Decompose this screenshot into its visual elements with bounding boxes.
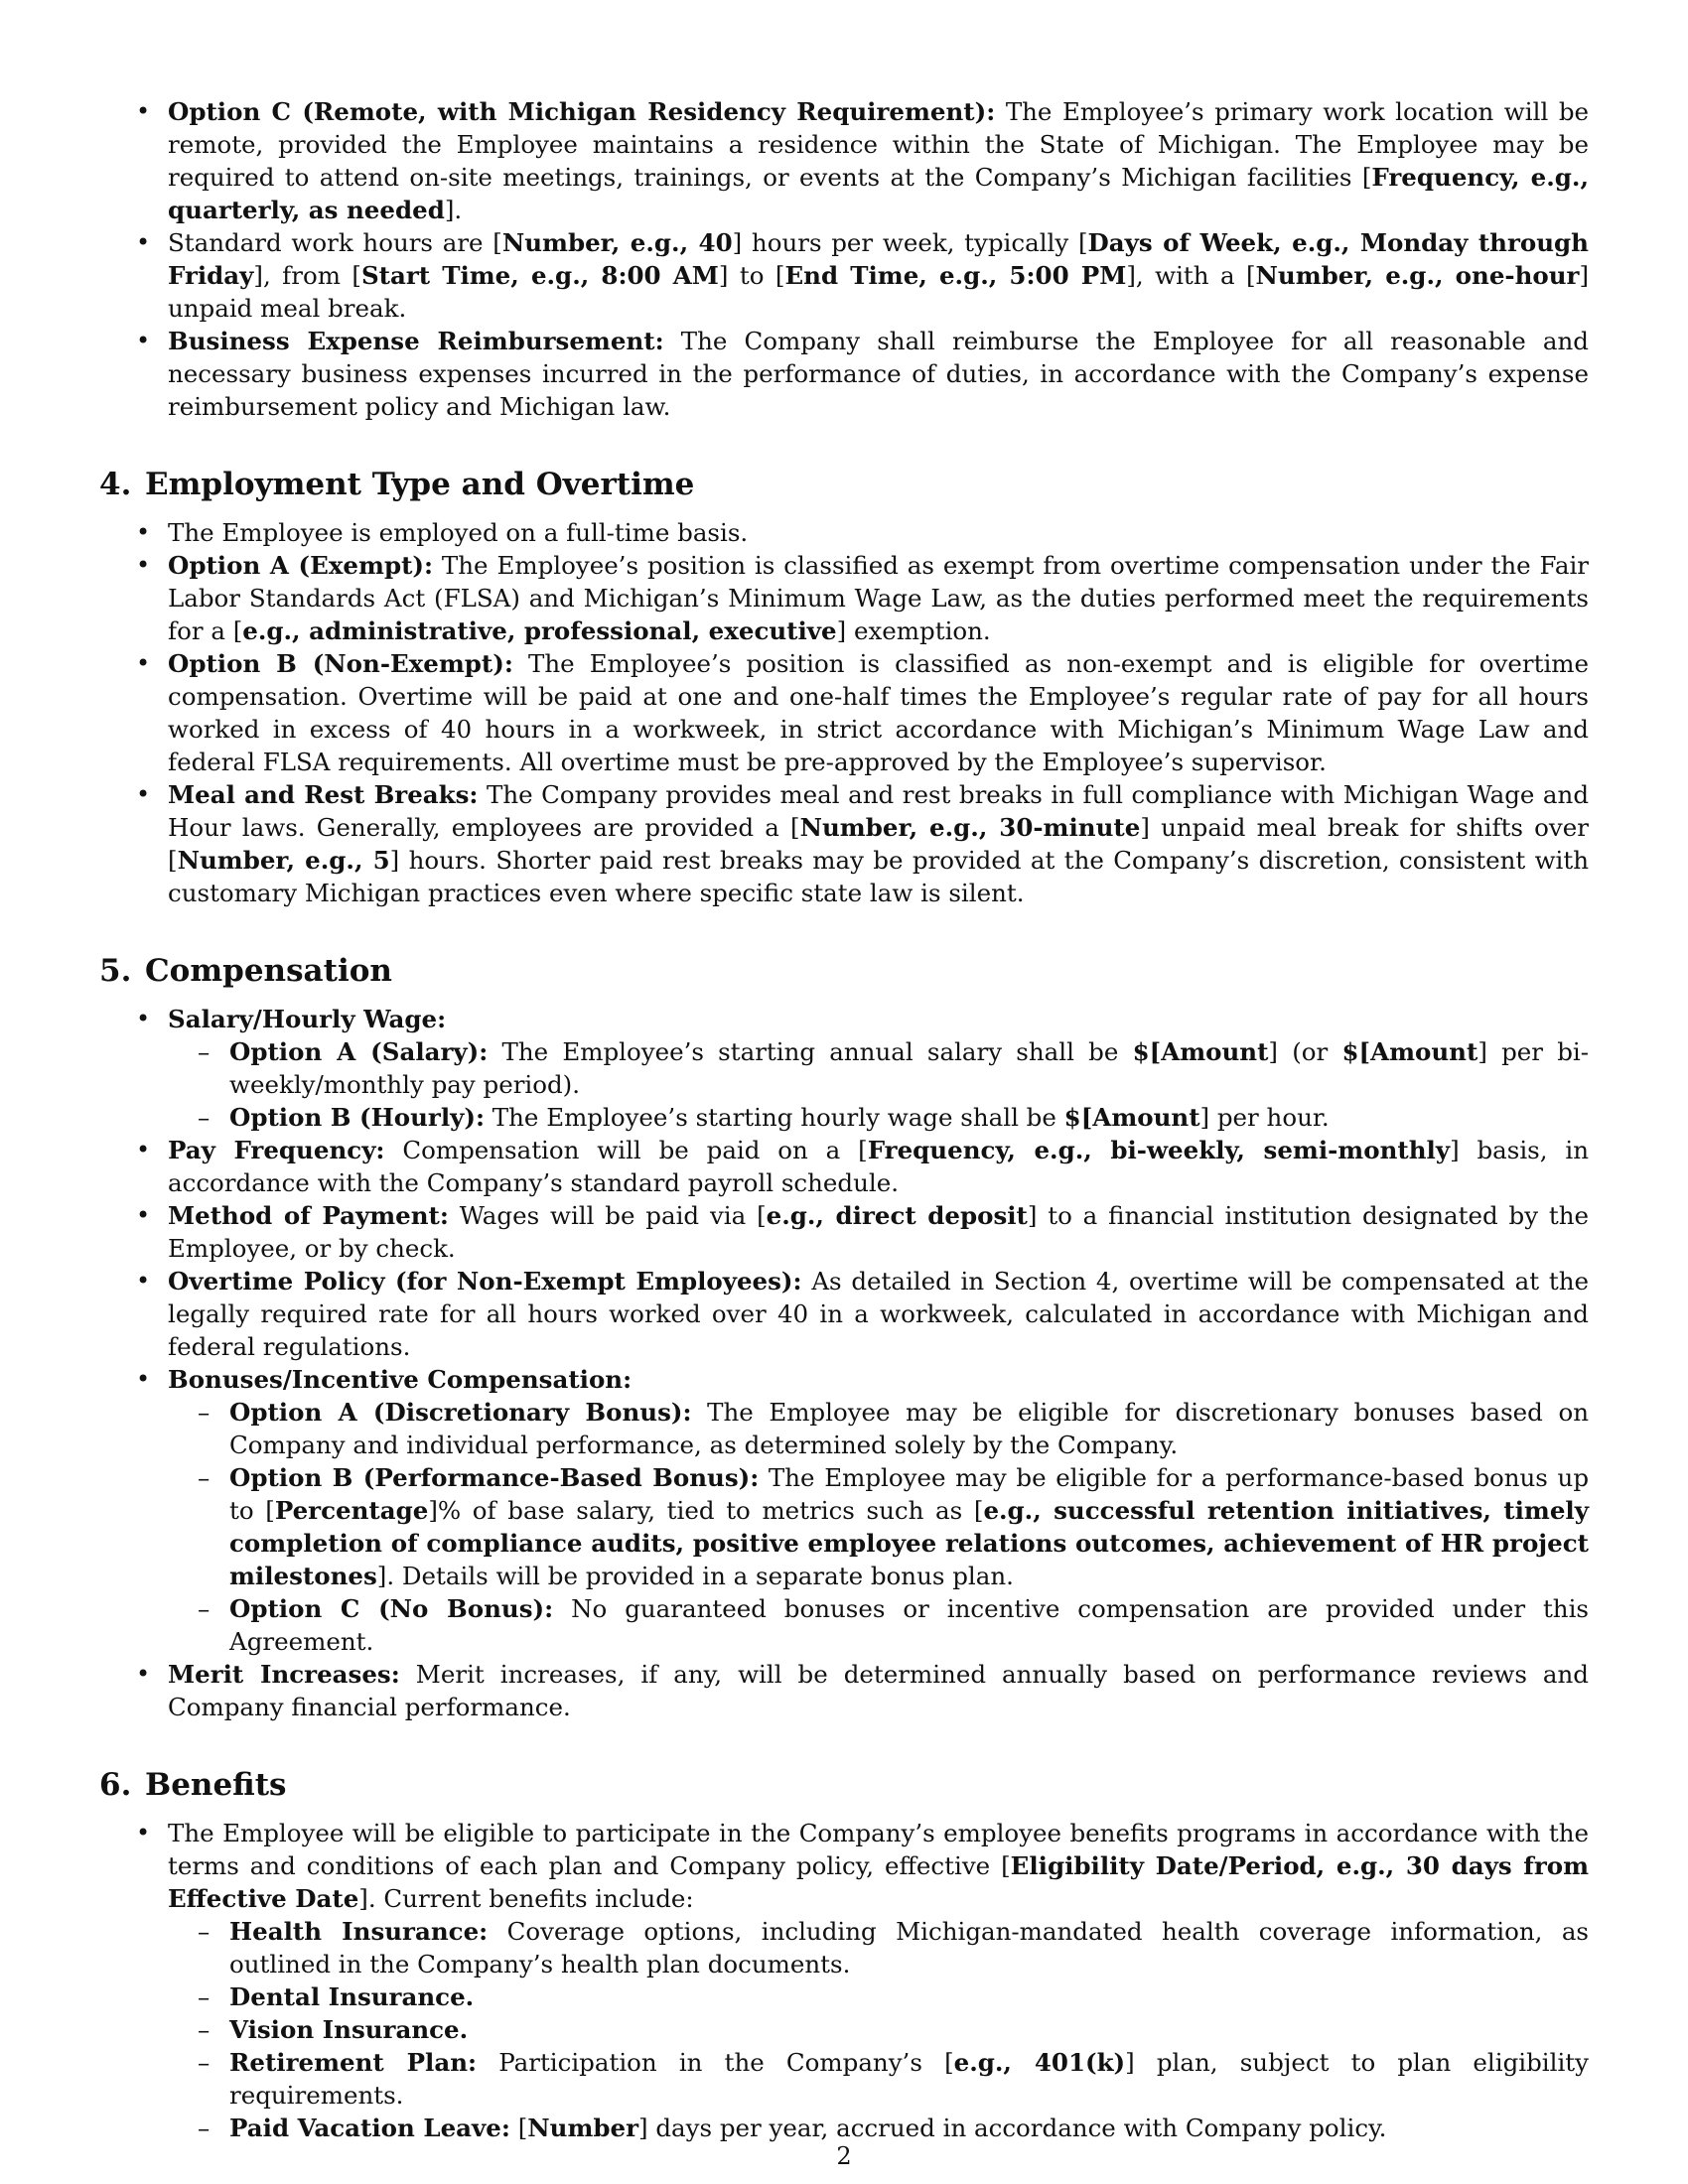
list-item-method-of-payment: • Method of Payment: Wages will be paid via [e.g., direct deposit] to a financial institution designated by the Employee, or by check. — [99, 1199, 1589, 1265]
sub-item-health-insurance: – Health Insurance: Coverage options, including Michigan-mandated health coverage information, as outlined in the Company’s health plan documents. — [168, 1915, 1589, 1980]
sub-item-no-bonus: – Option C (No Bonus): No guaranteed bonuses or incentive compensation are provided under this Agreement. — [168, 1592, 1589, 1658]
section-3-list — [99, 95, 1589, 423]
list-item-option-b-non-exempt: • Option B (Non-Exempt): The Employee’s position is classified as non-exempt and is eligible for overtime compensation. Overtime will be paid at one and one-half times the Employee’s regular rate of pay for all hours worked in excess of 40 hours in a workweek, in strict accordance with Michigan’s Minimum Wage Law and federal FLSA requirements. All overtime must be pre-approved by the Employee’s supervisor. — [99, 647, 1589, 778]
benefits-list — [168, 1915, 1589, 2144]
list-item-option-a-exempt: • Option A (Exempt): The Employee’s position is classified as exempt from overtime compensation under the Fair Labor Standards Act (FLSA) and Michigan’s Minimum Wage Law, as the duties performed meet the requirements for a [e.g., administrative, professional, executive] exemption. — [99, 549, 1589, 647]
list-item-salary-hourly: • Salary/Hourly Wage: – Option A (Salary): The Employee’s starting annual salary shall be $[Amount] (or $[Amount] per bi-weekly/monthly pay period). – Option B (Hourly): The Employee’s starting hourly wage shall be $[Amount] per hour. — [99, 1003, 1589, 1134]
list-item-overtime-policy: • Overtime Policy (for Non-Exempt Employees): As detailed in Section 4, overtime will be compensated at the legally required rate for all hours worked over 40 in a workweek, calculated in accordance with Michigan and federal regulations. — [99, 1265, 1589, 1363]
section-heading-compensation: 5. Compensation — [99, 953, 392, 989]
document-page — [99, 95, 1589, 2144]
sub-item-discretionary-bonus: – Option A (Discretionary Bonus): The Employee may be eligible for discretionary bonuses based on Company and individual performance, as determined solely by the Company. — [168, 1396, 1589, 1461]
section-heading-employment-type: 4. Employment Type and Overtime — [99, 467, 695, 502]
list-item-option-c-remote: • Option C (Remote, with Michigan Residency Requirement): The Employee’s primary work location will be remote, provided the Employee maintains a residence within the State of Michigan. The Employee may be required to attend on-site meetings, trainings, or events at the Company’s Michigan facilities [Frequency, e.g., quarterly, as needed]. — [99, 95, 1589, 226]
list-item-bonuses: • Bonuses/Incentive Compensation: – Option A (Discretionary Bonus): The Employee may be eligible for discretionary bonuses based on Company and individual performance, as determined solely by the Company. – Option B (Performance-Based Bonus): The Employee may be eligible for a performance-based bonus up to [Percentage]% of base salary, tied to metrics such as [e.g., successful retention initiatives, timely completion of compliance audits, positive employee relations outcomes, achievement of HR project milestones]. Details will be provided in a separate bonus plan. – Option C (No Bonus): No guaranteed bonuses or incentive compensation are provided under this Agreement. — [99, 1363, 1589, 1658]
sub-item-option-a-salary: – Option A (Salary): The Employee’s starting annual salary shall be $[Amount] (or $[Amount] per bi-weekly/monthly pay period). — [168, 1035, 1589, 1101]
list-item-work-hours: • Standard work hours are [Number, e.g., 40] hours per week, typically [Days of Week, e.g., Monday through Friday], from [Start Time, e.g., 8:00 AM] to [End Time, e.g., 5:00 PM], with a [Number, e.g., one-hour] unpaid meal break. — [99, 226, 1589, 325]
page-number: 2 — [836, 2142, 852, 2170]
sub-item-option-b-hourly: – Option B (Hourly): The Employee’s starting hourly wage shall be $[Amount] per hour. — [168, 1101, 1589, 1134]
sub-item-performance-bonus: – Option B (Performance-Based Bonus): The Employee may be eligible for a performance-based bonus up to [Percentage]% of base salary, tied to metrics such as [e.g., successful retention initiatives, timely completion of compliance audits, positive employee relations outcomes, achievement of HR project milestones]. Details will be provided in a separate bonus plan. — [168, 1461, 1589, 1592]
list-item-benefits-eligibility: • The Employee will be eligible to participate in the Company’s employee benefits programs in accordance with the terms and conditions of each plan and Company policy, effective [Eligibility Date/Period, e.g., 30 days from Effective Date]. Current benefits include: – Health Insurance: Coverage options, including Michigan-mandated health coverage information, as outlined in the Company’s health plan documents. – Dental Insurance. – Vision Insurance. – Retirement Plan: Participation in the Company’s [e.g., 401(k)] plan, subject to plan eligibility requirements. – Paid Vacation Leave: [Number] days per year, accrued in accordance with Company policy. — [99, 1817, 1589, 2144]
sub-item-vision-insurance: – Vision Insurance. — [168, 2013, 1589, 2046]
list-item-expense-reimbursement: • Business Expense Reimbursement: The Company shall reimburse the Employee for all reasonable and necessary business expenses incurred in the performance of duties, in accordance with the Company’s expense reimbursement policy and Michigan law. — [99, 325, 1589, 423]
sub-item-retirement-plan: – Retirement Plan: Participation in the Company’s [e.g., 401(k)] plan, subject to plan eligibility requirements. — [168, 2046, 1589, 2112]
bonus-options-list — [168, 1396, 1589, 1658]
salary-options-list — [168, 1035, 1589, 1134]
list-item-full-time: • The Employee is employed on a full-time basis. — [99, 516, 1589, 549]
sub-item-paid-vacation: – Paid Vacation Leave: [Number] days per year, accrued in accordance with Company policy. — [168, 2112, 1589, 2144]
section-5-list — [99, 1003, 1589, 1723]
sub-item-dental-insurance: – Dental Insurance. — [168, 1980, 1589, 2013]
list-item-merit-increases: • Merit Increases: Merit increases, if any, will be determined annually based on performance reviews and Company financial performance. — [99, 1658, 1589, 1723]
section-4-list — [99, 516, 1589, 909]
list-item-meal-rest-breaks: • Meal and Rest Breaks: The Company provides meal and rest breaks in full compliance with Michigan Wage and Hour laws. Generally, employees are provided a [Number, e.g., 30-minute] unpaid meal break for shifts over [Number, e.g., 5] hours. Shorter paid rest breaks may be provided at the Company’s discretion, consistent with customary Michigan practices even where specific state law is silent. — [99, 778, 1589, 909]
section-6-list — [99, 1817, 1589, 2144]
section-heading-benefits: 6. Benefits — [99, 1767, 287, 1803]
list-item-pay-frequency: • Pay Frequency: Compensation will be paid on a [Frequency, e.g., bi-weekly, semi-monthly] basis, in accordance with the Company’s standard payroll schedule. — [99, 1134, 1589, 1199]
